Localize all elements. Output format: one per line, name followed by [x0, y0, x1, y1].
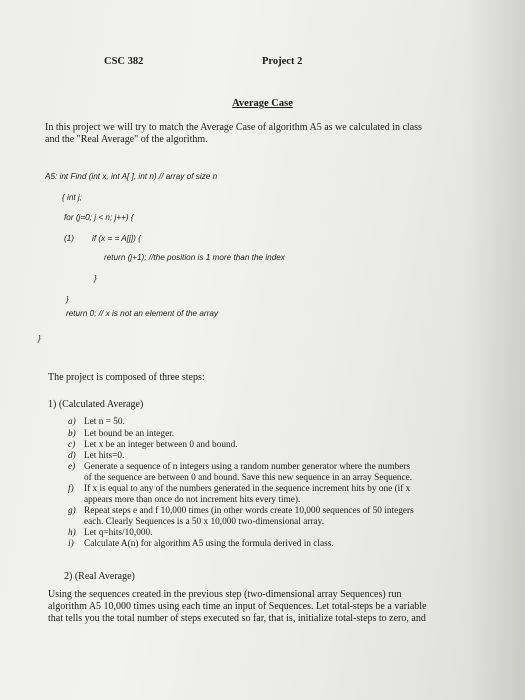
- list-item: [68, 451, 124, 462]
- list-item-text: Let hits=0.: [84, 451, 125, 461]
- list-item-text: If x is equal to any of the numbers generated in the sequence increment hits by one (if x: [84, 484, 411, 494]
- list-marker: e): [68, 462, 76, 472]
- intro-line: and the "Real Average" of the algorithm.: [45, 134, 208, 145]
- code-for: for (j=0; j < n; j++) {: [64, 213, 134, 222]
- list-marker: f): [68, 484, 74, 494]
- step2-line: Using the sequences created in the previous step (two-dimensional array Sequences) run: [48, 589, 402, 600]
- steps-intro: The project is composed of three steps:: [48, 372, 205, 383]
- code-open: { int j;: [62, 193, 83, 202]
- list-item: [68, 440, 238, 451]
- list-item: [68, 506, 414, 517]
- step1-heading: 1) (Calculated Average): [48, 399, 144, 410]
- list-item: [68, 528, 153, 539]
- list-marker: g): [68, 506, 76, 516]
- list-item-text: Let q=hits/10,000.: [84, 528, 153, 538]
- code-if: if (x = = A[j]) {: [92, 234, 141, 243]
- course-code: CSC 382: [104, 56, 144, 67]
- code-step-label: (1): [64, 234, 75, 243]
- list-item-text: Let bound be an integer.: [84, 429, 175, 439]
- list-marker: b): [68, 429, 76, 439]
- code-return: return (j+1); //the position is 1 more than the index: [104, 253, 285, 262]
- list-item-continuation: appears more than once do not increment hits every time).: [84, 495, 301, 505]
- code-close-for: }: [66, 295, 69, 304]
- list-marker: i): [68, 539, 74, 549]
- list-marker: d): [68, 451, 76, 461]
- page-title: Average Case: [232, 98, 293, 109]
- list-item-text: Let x be an integer between 0 and bound.: [84, 440, 238, 450]
- list-marker: a): [68, 417, 76, 427]
- list-item-text: Generate a sequence of n integers using a random number generator where the numbers: [84, 462, 411, 472]
- code-close-fn: }: [38, 334, 41, 343]
- list-item-text: Repeat steps e and f 10,000 times (in other words create 10,000 sequences of 50 integers: [84, 506, 414, 516]
- list-marker: h): [68, 528, 76, 538]
- list-item: [68, 462, 410, 473]
- list-item-continuation: each. Clearly Sequences is a 50 x 10,000 two-dimensional array.: [84, 517, 325, 527]
- list-item: [68, 539, 334, 550]
- list-item: [68, 429, 174, 440]
- code-close-if: }: [94, 274, 97, 283]
- step2-line: that tells you the total number of steps executed so far, that is, initialize total-steps to zero, and: [48, 613, 426, 624]
- intro-line: In this project we will try to match the Average Case of algorithm A5 as we calculated in class: [45, 122, 422, 133]
- step2-heading: 2) (Real Average): [64, 571, 135, 582]
- list-item-text: Let n = 50.: [84, 417, 125, 427]
- list-marker: c): [68, 440, 76, 450]
- project-number: Project 2: [262, 56, 303, 67]
- list-item: [68, 417, 125, 428]
- code-signature: A5: int Find (int x, int A[ ], int n) // array of size n: [45, 172, 218, 181]
- step2-line: algorithm A5 10,000 times using each time an input of Sequences. Let total-steps be a variable: [48, 601, 427, 612]
- list-item-continuation: of the sequence are between 0 and bound. Save this new sequence in an array Sequence.: [84, 473, 413, 483]
- list-item: [68, 484, 410, 495]
- list-item-text: Calculate A(n) for algorithm A5 using the formula derived in class.: [84, 539, 334, 549]
- code-return-zero: return 0; // x is not an element of the array: [66, 309, 219, 318]
